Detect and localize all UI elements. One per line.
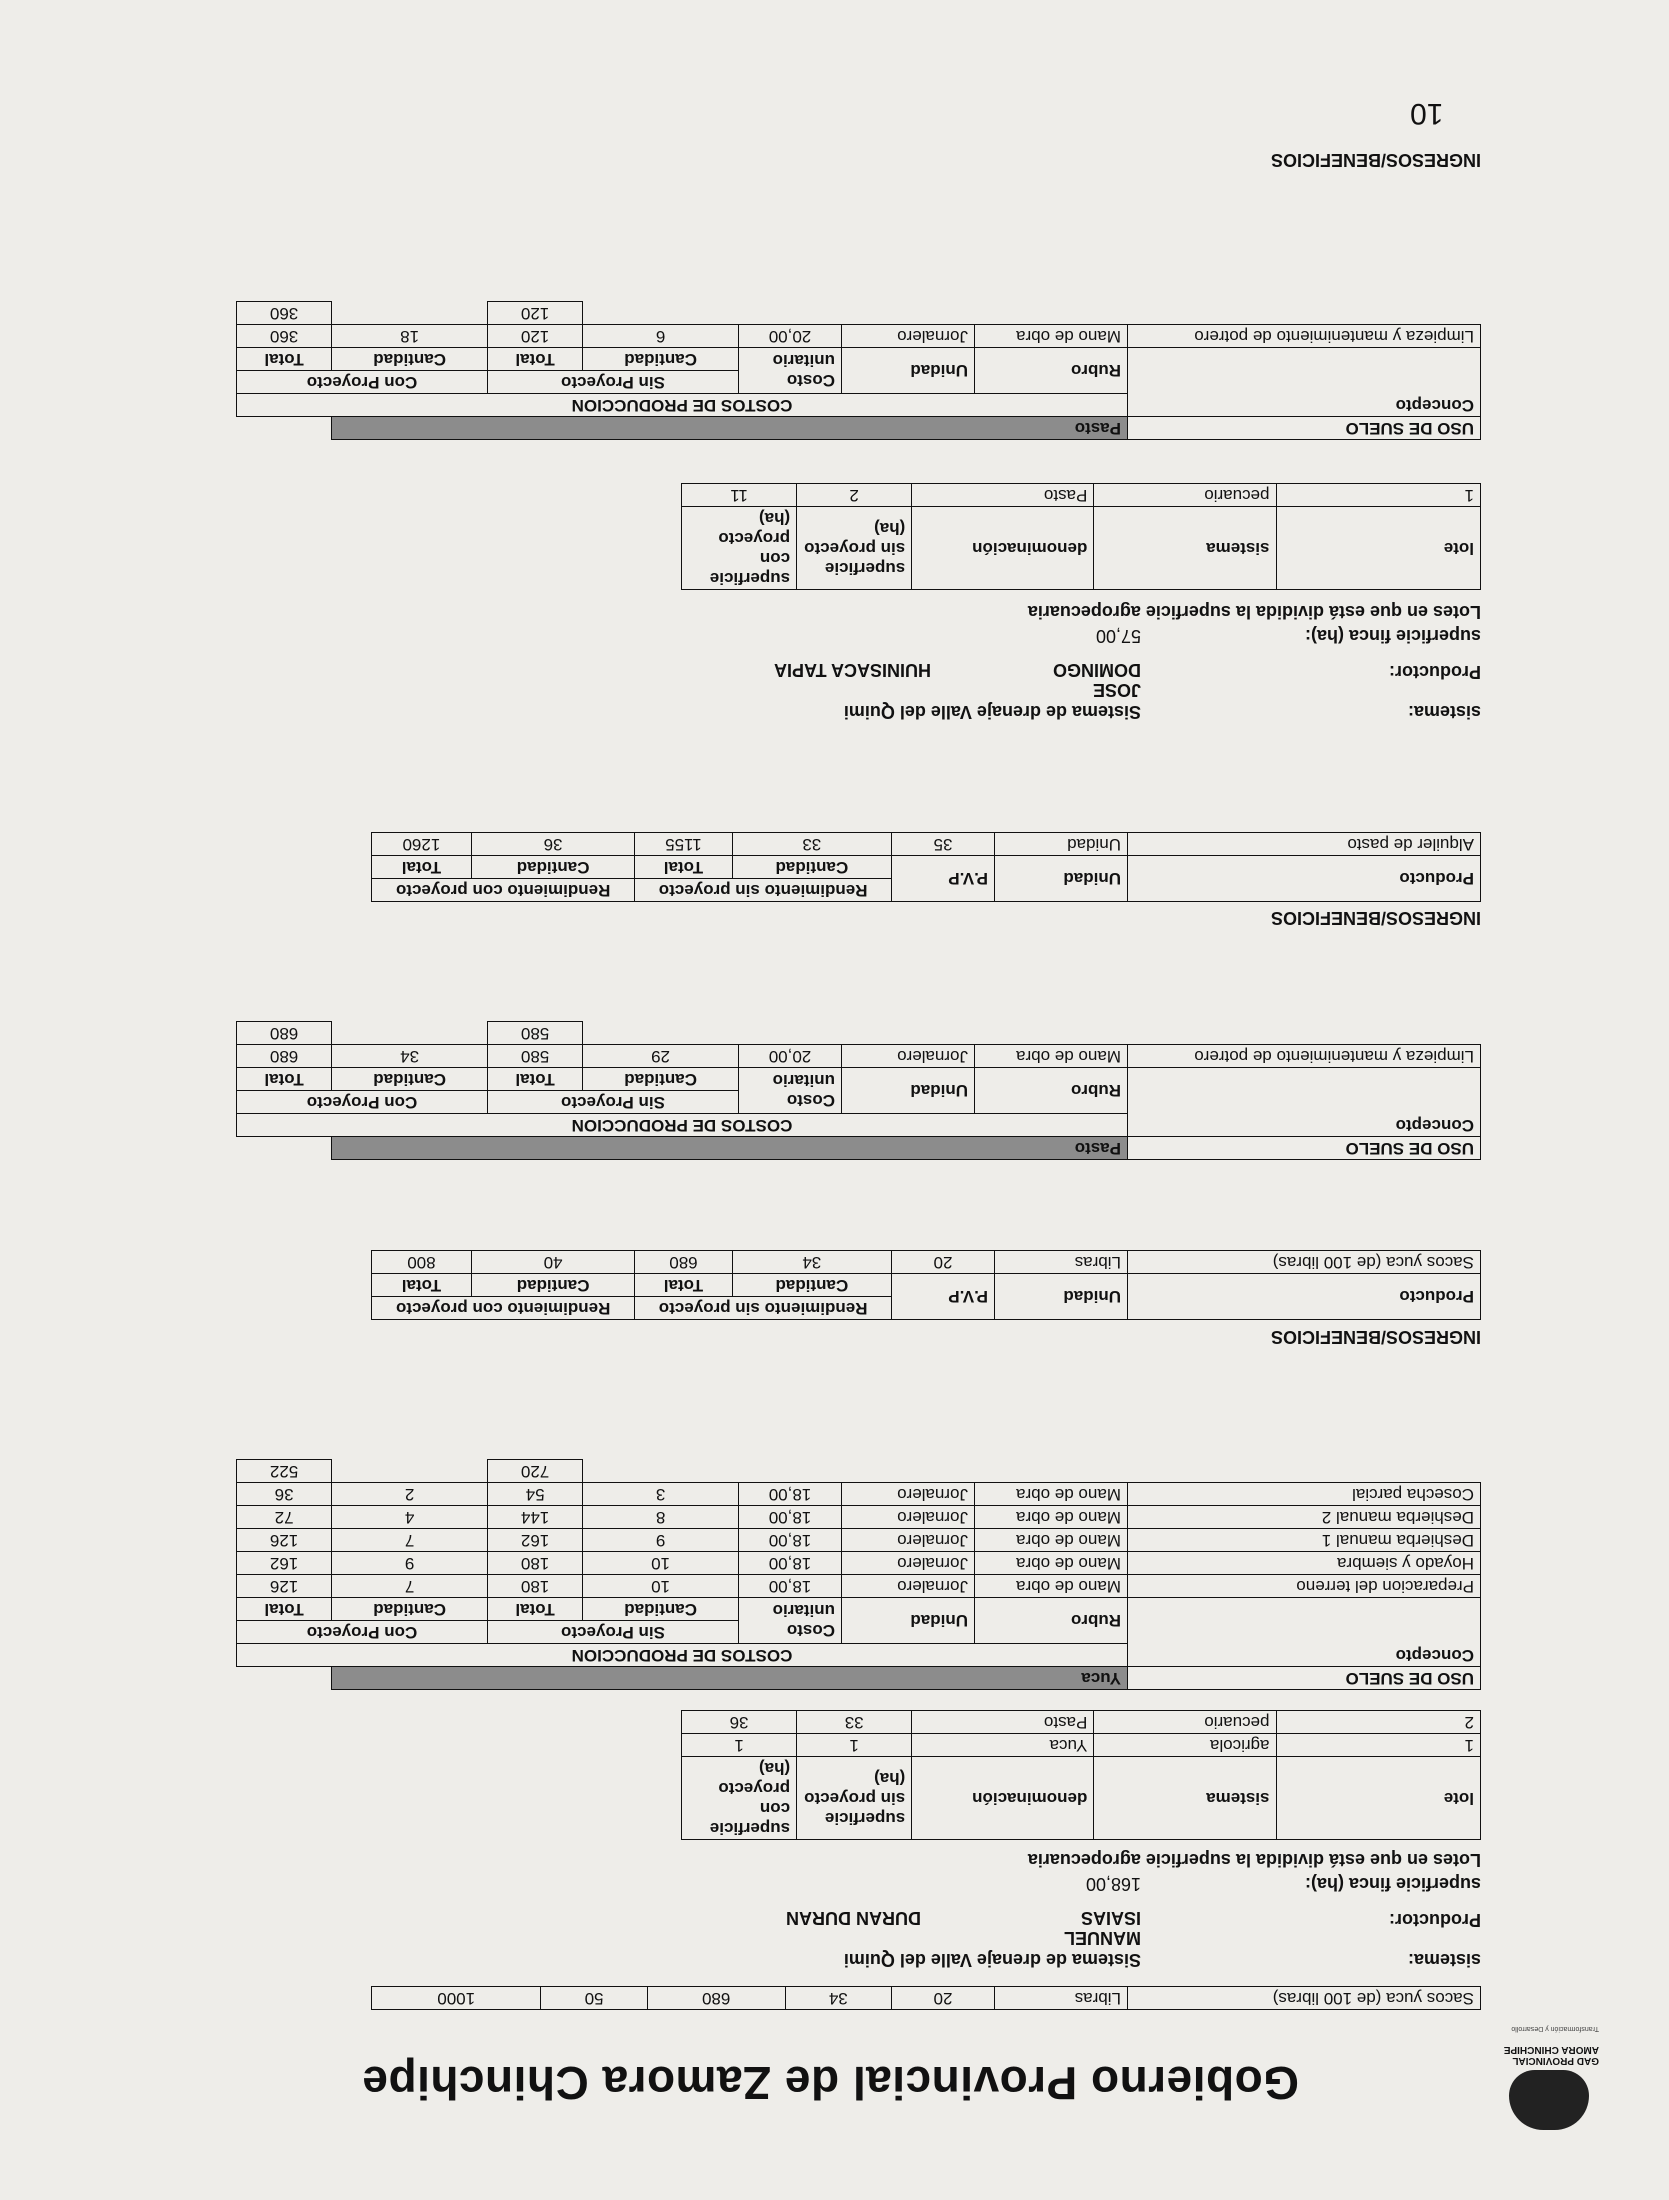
header-con-proyecto: Con Proyecto: [237, 371, 488, 394]
farm1-yuca-ingresos-table: [371, 1250, 1481, 1320]
header-sup-con: superficie con proyecto (ha): [682, 1757, 797, 1840]
header-cantidad: Cantidad: [583, 348, 739, 371]
cell-denominacion: Yuca: [912, 1734, 1094, 1757]
cell-total-sin: 180: [488, 1575, 583, 1598]
uso-suelo-row: [237, 1137, 1481, 1160]
productor-label: Productor:: [1389, 1910, 1481, 1930]
table-row: [237, 1552, 1481, 1575]
table-header-row: [237, 1644, 1481, 1667]
cell-total-con: 800: [372, 1251, 472, 1274]
totals-row: [237, 1022, 1481, 1045]
cell-concepto: Limpieza y mantenimiento de potrero: [1128, 325, 1481, 348]
cell-unidad: Unidad: [995, 833, 1128, 856]
header-cantidad: Cantidad: [732, 1274, 891, 1297]
header-producto: Producto: [1128, 1274, 1481, 1320]
lotes-title: Lotes en que está dividida la superficie agropecuaria: [1027, 602, 1481, 622]
cell-concepto: Preparacion del terreno: [1128, 1575, 1481, 1598]
header-unidad: Unidad: [995, 856, 1128, 902]
cell-costo: 18,00: [739, 1506, 842, 1529]
header-rend-con: Rendimiento con proyecto: [372, 1297, 635, 1320]
table-header-row: [682, 1757, 1481, 1840]
cell-cant-con: 7: [332, 1529, 488, 1552]
table-row: [682, 484, 1481, 507]
table-row: [237, 1483, 1481, 1506]
cell-total-con: 72: [237, 1506, 332, 1529]
uso-suelo-row: [237, 417, 1481, 440]
header-total: Total: [237, 1068, 332, 1091]
cell-denominacion: Pasto: [912, 1711, 1094, 1734]
header-rend-sin: Rendimiento sin proyecto: [635, 1297, 892, 1320]
cell-cant-con: 36: [471, 833, 634, 856]
productor-name-b: ISAIAS: [1080, 1908, 1141, 1928]
header-cantidad: Cantidad: [583, 1598, 739, 1621]
cell-costo: 20,00: [739, 325, 842, 348]
header-rubro: Rubro: [975, 348, 1128, 394]
table-header-row: [372, 1297, 1481, 1320]
costos-title: COSTOS DE PRODUCCION: [237, 394, 1128, 417]
cell-total-sin: 144: [488, 1506, 583, 1529]
header-costo: Costo unitario: [739, 348, 842, 394]
header-rend-con: Rendimiento con proyecto: [372, 879, 635, 902]
cell-cant-sin: 9: [583, 1529, 739, 1552]
table-row: [237, 1506, 1481, 1529]
cell-total-con: 1000: [372, 1987, 541, 2010]
cell-costo: 18,00: [739, 1483, 842, 1506]
cell-cant-sin: 8: [583, 1506, 739, 1529]
uso-suelo-label: USO DE SUELO: [1128, 417, 1481, 440]
cell-pvp: 20: [892, 1251, 995, 1274]
ingresos-title: INGRESOS/BENEFICIOS: [1270, 908, 1481, 928]
header-con-proyecto: Con Proyecto: [237, 1621, 488, 1644]
table-row: [237, 325, 1481, 348]
cell-costo: 18,00: [739, 1552, 842, 1575]
table-row: [237, 1045, 1481, 1068]
cell-total-sin: 680: [635, 1251, 732, 1274]
header-pvp: P.V.P: [892, 1274, 995, 1320]
header-unidad: Unidad: [842, 1598, 975, 1644]
cell-unidad: Jornalero: [842, 325, 975, 348]
header-denominacion: denominación: [912, 1757, 1094, 1840]
cell-total-con: 162: [237, 1552, 332, 1575]
cell-cant-con: 2: [332, 1483, 488, 1506]
header-total: Total: [488, 348, 583, 371]
farm1-pasto-costos-table: [236, 1021, 1481, 1160]
logo-line-1: GAD PROVINCIAL: [1512, 2055, 1599, 2066]
cell-total-con: 1260: [372, 833, 472, 856]
cell-costo: 18,00: [739, 1575, 842, 1598]
cell-cant-sin: 3: [583, 1483, 739, 1506]
header-costo: Costo unitario: [739, 1598, 842, 1644]
table-row: [237, 1575, 1481, 1598]
productor-surname: HUINISACA TAPIA: [774, 660, 931, 680]
cell-concepto: Limpieza y mantenimiento de potrero: [1128, 1045, 1481, 1068]
header-total: Total: [237, 1598, 332, 1621]
header-concepto: Concepto: [1128, 1598, 1481, 1667]
logo-emblem-icon: [1509, 2070, 1589, 2130]
cell-sup-con: 11: [682, 484, 797, 507]
cell-rubro: Mano de obra: [975, 1045, 1128, 1068]
organization-title: Gobierno Provincial de Zamora Chinchipe: [361, 2057, 1299, 2109]
header-rubro: Rubro: [975, 1598, 1128, 1644]
cell-cant-con: 18: [332, 325, 488, 348]
header-rend-sin: Rendimiento sin proyecto: [635, 879, 892, 902]
cell-cant-sin: 29: [583, 1045, 739, 1068]
cell-concepto: Deshierba manual 1: [1128, 1529, 1481, 1552]
cell-cant-sin: 10: [583, 1552, 739, 1575]
uso-suelo-value: Pasto: [332, 417, 1128, 440]
header-sin-proyecto: Sin Proyecto: [488, 1091, 739, 1114]
cell-sup-sin: 2: [797, 484, 912, 507]
cell-concepto: Deshierba manual 2: [1128, 1506, 1481, 1529]
logo-line-2: AMORA CHINCHIPE: [1503, 2044, 1599, 2055]
cell-concepto: Cosecha parcial: [1128, 1483, 1481, 1506]
cell-sup-con: 1: [682, 1734, 797, 1757]
header-rubro: Rubro: [975, 1068, 1128, 1114]
farm2-pasto-costos-table: [236, 301, 1481, 440]
cell-unidad: Jornalero: [842, 1045, 975, 1068]
cell-unidad: Jornalero: [842, 1575, 975, 1598]
cell-cant-sin: 34: [732, 1251, 891, 1274]
table-row: [372, 833, 1481, 856]
gad-logo: [1479, 2020, 1599, 2130]
cell-rubro: Mano de obra: [975, 1506, 1128, 1529]
header-sup-sin: superficie sin proyecto (ha): [797, 1757, 912, 1840]
cell-unidad: Jornalero: [842, 1483, 975, 1506]
cell-rubro: Mano de obra: [975, 1529, 1128, 1552]
cell-total-con: 680: [237, 1045, 332, 1068]
cell-producto: Alquiler de pasto: [1128, 833, 1481, 856]
page-number: 10: [1410, 97, 1444, 130]
logo-text: [1504, 2044, 1599, 2066]
uso-suelo-row: [237, 1667, 1481, 1690]
header-costo: Costo unitario: [739, 1068, 842, 1114]
cell-unidad: Libras: [995, 1987, 1128, 2010]
table-row: [682, 1734, 1481, 1757]
lotes-title: Lotes en que está dividida la superficie agropecuaria: [1027, 1850, 1481, 1870]
ingresos-title: INGRESOS/BENEFICIOS: [1270, 1327, 1481, 1347]
cell-pvp: 20: [892, 1987, 995, 2010]
uso-suelo-label: USO DE SUELO: [1128, 1667, 1481, 1690]
cell-rubro: Mano de obra: [975, 1552, 1128, 1575]
header-sin-proyecto: Sin Proyecto: [488, 1621, 739, 1644]
logo-subtitle: Transformación y Desarrollo: [1511, 2025, 1599, 2032]
header-con-proyecto: Con Proyecto: [237, 1091, 488, 1114]
header-cantidad: Cantidad: [471, 1274, 634, 1297]
farm1-info: [281, 1850, 1481, 1970]
table-row: [682, 1711, 1481, 1734]
farm1-yuca-costos-table: [236, 1459, 1481, 1690]
ingresos-title: INGRESOS/BENEFICIOS: [1270, 150, 1481, 170]
productor-name-a: MANUEL: [1064, 1928, 1141, 1948]
superficie-label: superficie finca (ha):: [1304, 626, 1481, 646]
cell-sup-sin: 1: [797, 1734, 912, 1757]
totals-row: [237, 1460, 1481, 1483]
farm1-lotes-table: [681, 1710, 1481, 1840]
table-row: [372, 1251, 1481, 1274]
header-cantidad: Cantidad: [332, 348, 488, 371]
costos-title: COSTOS DE PRODUCCION: [237, 1644, 1128, 1667]
sistema-label: sistema:: [1407, 1950, 1481, 1970]
table-header-row: [682, 507, 1481, 590]
uso-suelo-label: USO DE SUELO: [1128, 1137, 1481, 1160]
cell-total-sin: 120: [488, 325, 583, 348]
header-cantidad: Cantidad: [732, 856, 891, 879]
header-cantidad: Cantidad: [471, 856, 634, 879]
productor-name-b: DOMINGO: [1053, 660, 1141, 680]
sistema-label: sistema:: [1407, 702, 1481, 722]
superficie-value: 57,00: [1095, 626, 1141, 646]
cell-total-sin: 1155: [635, 833, 732, 856]
header-lote: lote: [1276, 1757, 1480, 1840]
cell-total-sin: 680: [647, 1987, 785, 2010]
header-unidad: Unidad: [842, 348, 975, 394]
cell-sup-con: 36: [682, 1711, 797, 1734]
header-total: Total: [488, 1598, 583, 1621]
productor-label: Productor:: [1389, 662, 1481, 682]
cell-unidad: Jornalero: [842, 1506, 975, 1529]
header-sup-sin: superficie sin proyecto (ha): [797, 507, 912, 590]
cell-cant-sin: 33: [732, 833, 891, 856]
page-header: [79, 2020, 1599, 2130]
header-total: Total: [635, 1274, 732, 1297]
header-sistema: sistema: [1094, 1757, 1276, 1840]
header-denominacion: denominación: [912, 507, 1094, 590]
table-row: [237, 1529, 1481, 1552]
cell-total-con: 36: [237, 1483, 332, 1506]
cell-cant-con: 9: [332, 1552, 488, 1575]
cell-rubro: Mano de obra: [975, 1483, 1128, 1506]
cell-cant-con: 7: [332, 1575, 488, 1598]
header-sup-con: superficie con proyecto (ha): [682, 507, 797, 590]
cell-concepto: Hoyado y siembra: [1128, 1552, 1481, 1575]
cell-rubro: Mano de obra: [975, 1575, 1128, 1598]
cell-total-sin-sum: 120: [488, 302, 583, 325]
totals-row: [237, 302, 1481, 325]
header-pvp: P.V.P: [892, 856, 995, 902]
cell-sistema: pecuario: [1094, 1711, 1276, 1734]
header-total: Total: [372, 1274, 472, 1297]
cell-total-sin-sum: 580: [488, 1022, 583, 1045]
cell-total-sin: 54: [488, 1483, 583, 1506]
cell-total-sin-sum: 720: [488, 1460, 583, 1483]
header-sistema: sistema: [1094, 507, 1276, 590]
farm1-pasto-ingresos-table: [371, 832, 1481, 902]
cell-total-con-sum: 522: [237, 1460, 332, 1483]
cell-costo: 18,00: [739, 1529, 842, 1552]
cell-cant-sin: 6: [583, 325, 739, 348]
cell-cant-con: 50: [541, 1987, 647, 2010]
top-continuation-table: [371, 1986, 1481, 2010]
header-total: Total: [488, 1068, 583, 1091]
cell-total-sin: 162: [488, 1529, 583, 1552]
sistema-value: Sistema de drenaje Valle del Quimi: [843, 1950, 1141, 1970]
superficie-value: 168,00: [1085, 1874, 1141, 1894]
cell-sup-sin: 33: [797, 1711, 912, 1734]
table-header-row: [372, 879, 1481, 902]
cell-total-con: 126: [237, 1575, 332, 1598]
header-concepto: Concepto: [1128, 348, 1481, 417]
table-header-row: [237, 1114, 1481, 1137]
productor-name-a: JOSE: [1092, 680, 1141, 700]
header-lote: lote: [1276, 507, 1480, 590]
cell-total-con-sum: 680: [237, 1022, 332, 1045]
costos-title: COSTOS DE PRODUCCION: [237, 1114, 1128, 1137]
header-cantidad: Cantidad: [332, 1068, 488, 1091]
header-total: Total: [635, 856, 732, 879]
cell-unidad: Jornalero: [842, 1552, 975, 1575]
cell-cant-con: 4: [332, 1506, 488, 1529]
cell-lote: 1: [1276, 484, 1480, 507]
cell-cant-sin: 10: [583, 1575, 739, 1598]
cell-total-sin: 180: [488, 1552, 583, 1575]
cell-unidad: Libras: [995, 1251, 1128, 1274]
cell-cant-sin: 34: [785, 1987, 891, 2010]
header-unidad: Unidad: [842, 1068, 975, 1114]
cell-cant-con: 34: [332, 1045, 488, 1068]
uso-suelo-value: Yuca: [332, 1667, 1128, 1690]
cell-sistema: agricola: [1094, 1734, 1276, 1757]
cell-total-con: 126: [237, 1529, 332, 1552]
cell-pvp: 35: [892, 833, 995, 856]
header-cantidad: Cantidad: [332, 1598, 488, 1621]
cell-lote: 2: [1276, 1711, 1480, 1734]
sistema-value: Sistema de drenaje Valle del Quimi: [843, 702, 1141, 722]
farm2-info: [281, 592, 1481, 722]
cell-producto: Sacos yuca (de 100 libras): [1128, 1251, 1481, 1274]
cell-rubro: Mano de obra: [975, 325, 1128, 348]
productor-surname: DURAN DURAN: [786, 1908, 921, 1928]
header-total: Total: [237, 348, 332, 371]
cell-total-con: 360: [237, 325, 332, 348]
cell-unidad: Jornalero: [842, 1529, 975, 1552]
header-total: Total: [372, 856, 472, 879]
cell-sistema: pecuario: [1094, 484, 1276, 507]
header-sin-proyecto: Sin Proyecto: [488, 371, 739, 394]
farm2-lotes-table: [681, 483, 1481, 590]
cell-costo: 20,00: [739, 1045, 842, 1068]
header-unidad: Unidad: [995, 1274, 1128, 1320]
cell-cant-con: 40: [471, 1251, 634, 1274]
header-concepto: Concepto: [1128, 1068, 1481, 1137]
cell-total-con-sum: 360: [237, 302, 332, 325]
cell-producto: Sacos yuca (de 100 libras): [1128, 1987, 1481, 2010]
header-producto: Producto: [1128, 856, 1481, 902]
cell-lote: 1: [1276, 1734, 1480, 1757]
cell-denominacion: Pasto: [912, 484, 1094, 507]
table-row: [372, 1987, 1481, 2010]
uso-suelo-value: Pasto: [332, 1137, 1128, 1160]
table-header-row: [237, 394, 1481, 417]
header-cantidad: Cantidad: [583, 1068, 739, 1091]
superficie-label: superficie finca (ha):: [1304, 1874, 1481, 1894]
cell-total-sin: 580: [488, 1045, 583, 1068]
